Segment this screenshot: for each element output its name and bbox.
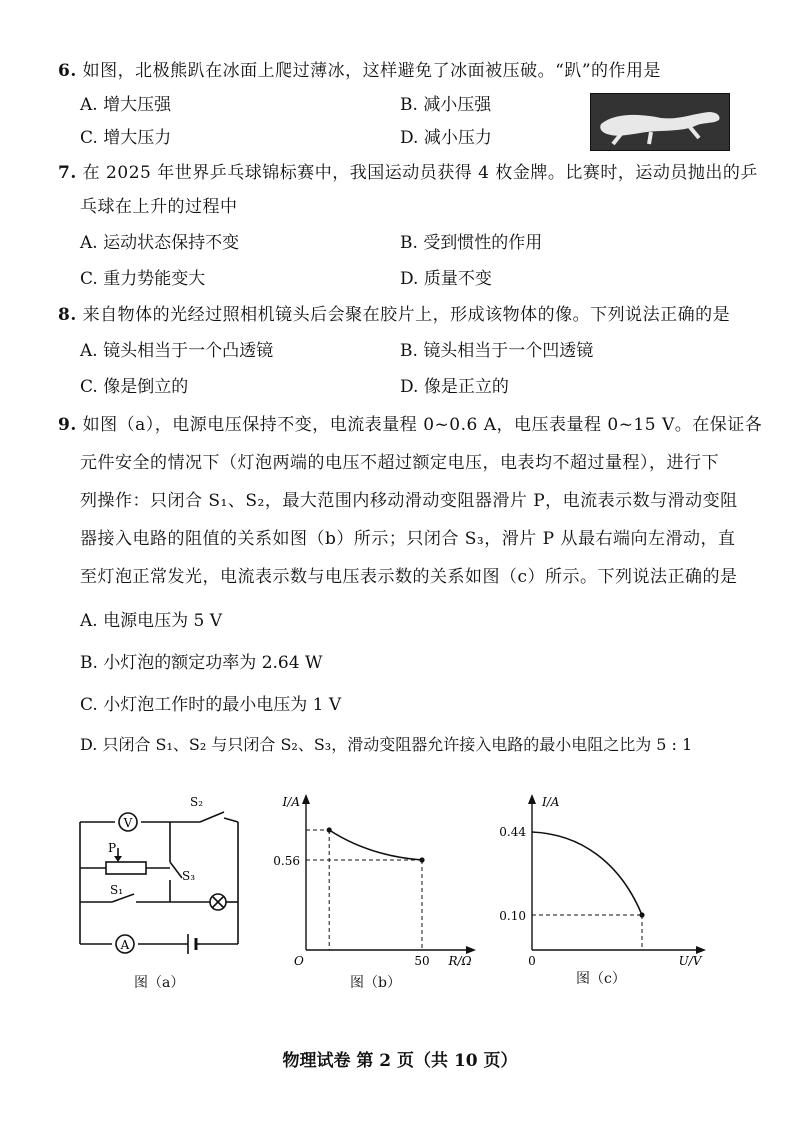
q7-option-b: B. 受到惯性的作用 (400, 233, 543, 253)
q6-stem (58, 60, 661, 82)
chart-b-ytick-056: 0.56 (273, 854, 300, 868)
chart-b-xlabel: R/Ω (448, 954, 472, 968)
chart-c-curve (532, 832, 642, 915)
chart-b-xtick-50: 50 (414, 954, 430, 968)
s1-label: S₁ (110, 883, 124, 897)
q8-option-d: D. 像是正立的 (400, 377, 509, 397)
q6-option-d: D. 减小压力 (400, 128, 492, 148)
q6-stem-text: 如图，北极熊趴在冰面上爬过薄冰，这样避免了冰面被压破。“趴”的作用是 (82, 61, 662, 81)
q9-stem-line3: 列操作：只闭合 S₁、S₂，最大范围内移动滑动变阻器滑片 P，电流表示数与滑动变阻 (80, 491, 738, 511)
chart-b-curve (329, 830, 422, 860)
q8-option-a: A. 镜头相当于一个凸透镜 (80, 341, 274, 361)
q6-option-a: A. 增大压强 (80, 95, 172, 115)
voltmeter-label: V (123, 816, 133, 830)
q7-option-a: A. 运动状态保持不变 (80, 233, 240, 253)
polar-bear-photo (590, 93, 730, 151)
q9-option-c: C. 小灯泡工作时的最小电压为 1 V (80, 695, 342, 715)
chart-b-point-start (327, 827, 332, 832)
chart-c-ytick-010: 0.10 (499, 909, 526, 923)
ammeter-label: A (120, 938, 130, 952)
figure-a-caption: 图（a） (134, 975, 185, 991)
q9-option-b: B. 小灯泡的额定功率为 2.64 W (80, 653, 323, 673)
figure-c-caption: 图（c） (576, 971, 626, 987)
q6-option-b: B. 减小压强 (400, 95, 492, 115)
q7-stem-line1: 7. 在 2025 年世界乒乓球锦标赛中，我国运动员获得 4 枚金牌。比赛时，运动员抛出的乒 (58, 163, 758, 183)
chart-c-origin: 0 (528, 954, 536, 968)
chart-b (270, 790, 480, 970)
q7-option-d: D. 质量不变 (400, 269, 492, 289)
q6-number: 6. (58, 61, 77, 81)
q9-stem-line1: 9. 如图（a），电源电压保持不变，电流表量程 0~0.6 A，电压表量程 0~15 V。在保证各 (58, 415, 763, 435)
q7-number: 7. (58, 163, 77, 183)
q9-stem-line2: 元件安全的情况下（灯泡两端的电压不超过额定电压，电表均不超过量程），进行下 (80, 453, 719, 473)
page-footer: 物理试卷 第 2 页（共 10 页） (282, 1051, 518, 1071)
q8-option-b: B. 镜头相当于一个凹透镜 (400, 341, 594, 361)
chart-b-point-end (419, 857, 424, 862)
slider-label: P (108, 841, 117, 855)
chart-c-xlabel: U/V (678, 954, 702, 968)
q8-option-c: C. 像是倒立的 (80, 377, 189, 397)
q7-option-c: C. 重力势能变大 (80, 269, 206, 289)
q9-option-d: D. 只闭合 S₁、S₂ 与只闭合 S₂、S₃，滑动变阻器允许接入电路的最小电阻之比为 5 : 1 (80, 735, 693, 754)
q9-stem-line5: 至灯泡正常发光，电流表示数与电压表示数的关系如图（c）所示。下列说法正确的是 (80, 567, 738, 587)
s3-label: S₃ (182, 869, 196, 883)
circuit-diagram (70, 790, 250, 965)
chart-c-ylabel: I/A (542, 795, 560, 809)
chart-b-origin: O (294, 954, 304, 968)
q8-number: 8. (58, 305, 77, 325)
s2-label: S₂ (190, 795, 204, 809)
chart-c-point-end (639, 912, 644, 917)
q9-stem-line4: 器接入电路的阻值的关系如图（b）所示；只闭合 S₃，滑片 P 从最右端向左滑动，直 (80, 529, 736, 549)
chart-b-ylabel: I/A (282, 795, 300, 809)
q6-option-c: C. 增大压力 (80, 128, 172, 148)
q9-option-a: A. 电源电压为 5 V (80, 611, 222, 631)
q9-number: 9. (58, 415, 77, 435)
figure-b-caption: 图（b） (350, 975, 401, 991)
q8-stem: 8. 来自物体的光经过照相机镜头后会聚在胶片上，形成该物体的像。下列说法正确的是 (58, 305, 731, 325)
q7-stem-line2: 乓球在上升的过程中 (80, 197, 238, 217)
chart-c-ytick-044: 0.44 (499, 825, 526, 839)
chart-c (490, 790, 710, 970)
